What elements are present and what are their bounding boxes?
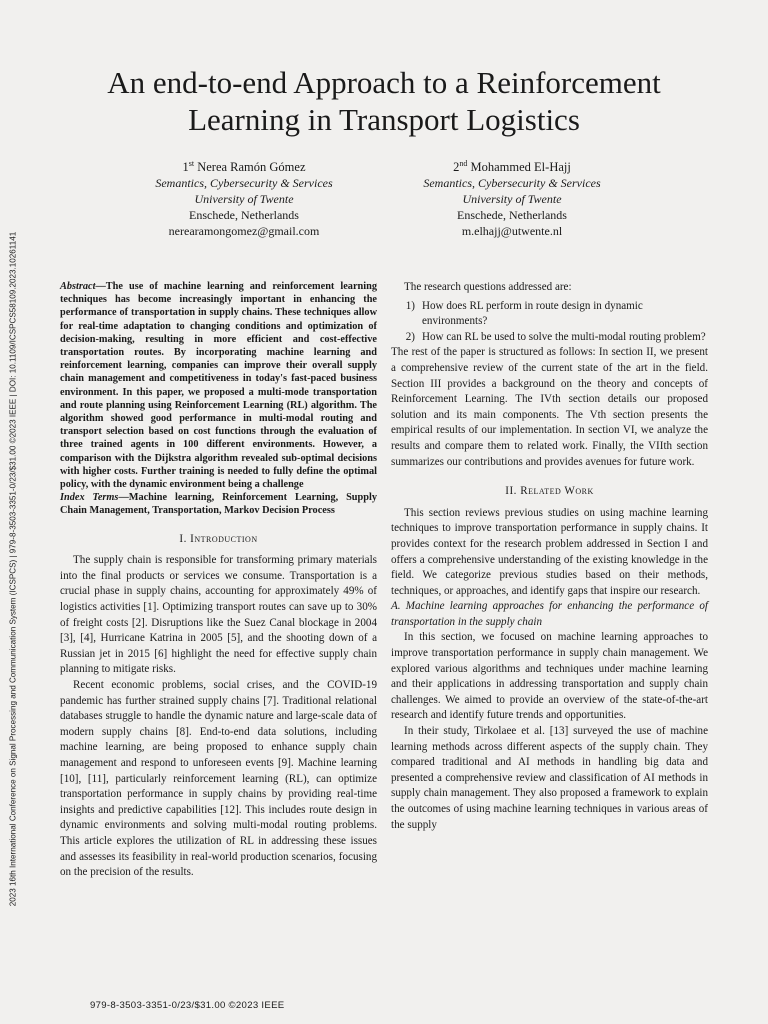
list-item: [391, 299, 708, 330]
left-column: [60, 280, 377, 881]
author-2-location: Enschede, Netherlands: [457, 208, 567, 223]
author-1-dept: Semantics, Cybersecurity & Services: [155, 176, 333, 191]
author-1-location: Enschede, Netherlands: [189, 208, 299, 223]
related-paragraph-1: This section reviews previous studies on using machine learning techniques to improve transportation performance in supply chains. It provides context for the research problem addressed in Section I and offers a comprehensive understanding of the existing knowledge in the field. We categorize previous studies based on their methods, techniques, or approaches, and identify gaps that inspire our research.: [391, 506, 708, 597]
author-1-name: Nerea Ramón Gómez: [197, 160, 306, 175]
section-2-number: II.: [505, 485, 521, 498]
doi-sidebar: [4, 168, 22, 970]
index-terms-label: Index Terms: [60, 492, 119, 504]
section-1-title: Introduction: [190, 532, 258, 545]
author-1-ordinal: 1: [182, 160, 189, 175]
abstract-text: —The use of machine learning and reinforcement learning techniques has become increasingly important in enhancing the performance of transportation in supply chains. These techniques allow for real-time adaptation to changing conditions and optimization of decision-making, resulting in more efficient and cost-effective transportation routes. By incorporating machine learning and reinforcement learning, companies can improve their overall supply chain management and competitiveness in today's fast-paced business environment. In this paper, we proposed a multi-mode transportation and route planning using Reinforcement Learning (RL) algorithm. The algorithm showed good performance in multi-modal routing and transport selection based on cost functions through the evaluation of three trained agents in 100 different environments. However, a comparison with the Dijkstra algorithm revealed sub-optimal decisions with higher costs. Further training is needed to fully define the optimal policy, with the dynamic environment being a challenge: [60, 281, 377, 491]
author-1-org: University of Twente: [194, 192, 294, 207]
author-1-email: nerearamongomez@gmail.com: [168, 224, 320, 239]
section-2-title: Related Work: [520, 485, 594, 498]
author-2-org: University of Twente: [462, 192, 562, 207]
author-2-name: Mohammed El-Hajj: [470, 160, 571, 175]
list-item-number: 2): [405, 330, 415, 343]
author-2-ordinal: 2: [453, 160, 460, 175]
list-item: [391, 330, 708, 346]
list-item-text: How does RL perform in route design in dynamic environments?: [422, 299, 643, 328]
related-paragraph-3: In their study, Tirkolaee et al. [13] surveyed the use of machine learning methods across different aspects of the supply chain. They compared traditional and AI methods in handling big data and presented a comprehensive review and classification of AI methods in supply chain management. They also proposed a framework to explain the outcomes of using machine learning techniques in various areas of the supply: [391, 725, 708, 831]
section-1-number: I.: [179, 532, 191, 545]
paper-title: [60, 64, 708, 138]
abstract-label: Abstract: [60, 281, 96, 292]
list-item-number: 1): [405, 299, 415, 312]
author-2-ordinal-sup: nd: [459, 159, 468, 168]
title-line-1: An end-to-end Approach to a Reinforcement: [107, 65, 661, 100]
author-1-name-line: [114, 156, 374, 175]
title-line-2: Learning in Transport Logistics: [188, 102, 580, 137]
doi-sidebar-text: 2023 16th International Conference on Signal Processing and Communication System (ICSPCS) | 979-8-3503-3351-0/23/$31.00 ©2023 IEEE | DOI: 10.1109/ICSPCS58109.2023.10261141: [8, 231, 18, 907]
right-column: [391, 280, 708, 833]
author-2-name-line: [382, 156, 642, 175]
section-heading-related-work: [391, 484, 708, 500]
intro-paragraph-2: Recent economic problems, social crises, and the COVID-19 pandemic has further strained supply chains [7]. Traditional relational databases struggle to handle the dynamic nature and large-scale data of modern supply chains [8]. End-to-end data solutions, including machine learning, are being proposed to enhance supply chain management and respond to unforeseen events [9]. Machine learning [10], [11], particularly reinforcement learning (RL), can optimize transportation performance in supply chains by providing real-time insights and predictive capabilities [12]. This includes route design in dynamic environments and solving multi-modal routing problems. This article explores the utilization of RL in addressing these issues and assesses its feasibility in real-world production scenarios, focusing on the precision of the results.: [60, 679, 377, 879]
abstract: [60, 280, 377, 491]
research-questions-intro: The research questions addressed are:: [404, 281, 572, 293]
author-2: [382, 156, 642, 239]
intro-paragraph-1: The supply chain is responsible for transforming primary materials into the final products or services we consume. Transportation is a crucial phase in supply chains, accounting for approximately 49% of logistics activities [1]. Optimizing transport routes can save up to 30% of freight costs [2]. Disruptions like the Suez Canal blockage in 2004 [3], [4], Hurricane Katrina in 2005 [5], and the shooting down of a Russian jet in 2015 [6] highlight the need for effective supply chain planning to mitigate risks.: [60, 554, 377, 676]
author-1-ordinal-sup: st: [188, 159, 195, 168]
related-paragraph-2: In this section, we focused on machine learning approaches to improve transportation performance in supply chain management. We explored various algorithms and techniques under machine learning and their applications in addressing transportation and supply chain challenges. We aimed to provide an overview of the state-of-the-art research and identify future trends and opportunities.: [391, 631, 708, 722]
structure-paragraph: The rest of the paper is structured as follows: In section II, we present a comprehensive review of the current state of the art in the field. Section III provides a background on the theory and concepts of Reinforcement Learning. The IVth section details our proposed solution and its main components. The Vth section presents the empirical results of our implementation. In section VI, we analyze the results and compare them to related work. Finally, the VIIth section summarizes our contributions and provides avenues for future work.: [391, 346, 708, 468]
section-heading-introduction: [60, 532, 377, 548]
subsection-heading-a: A. Machine learning approaches for enhancing the performance of transportation in the supply chain: [391, 600, 708, 628]
list-item-text: How can RL be used to solve the multi-modal routing problem?: [422, 330, 706, 343]
index-terms: [60, 491, 377, 517]
author-1: [114, 156, 374, 239]
index-terms-text: —Machine learning, Reinforcement Learning, Supply Chain Management, Transportation, Markov Decision Process: [60, 492, 377, 517]
author-2-dept: Semantics, Cybersecurity & Services: [423, 176, 601, 191]
research-questions-list: [391, 299, 708, 346]
author-2-email: m.elhajj@utwente.nl: [461, 224, 563, 239]
copyright-footer: 979-8-3503-3351-0/23/$31.00 ©2023 IEEE: [90, 1000, 285, 1011]
